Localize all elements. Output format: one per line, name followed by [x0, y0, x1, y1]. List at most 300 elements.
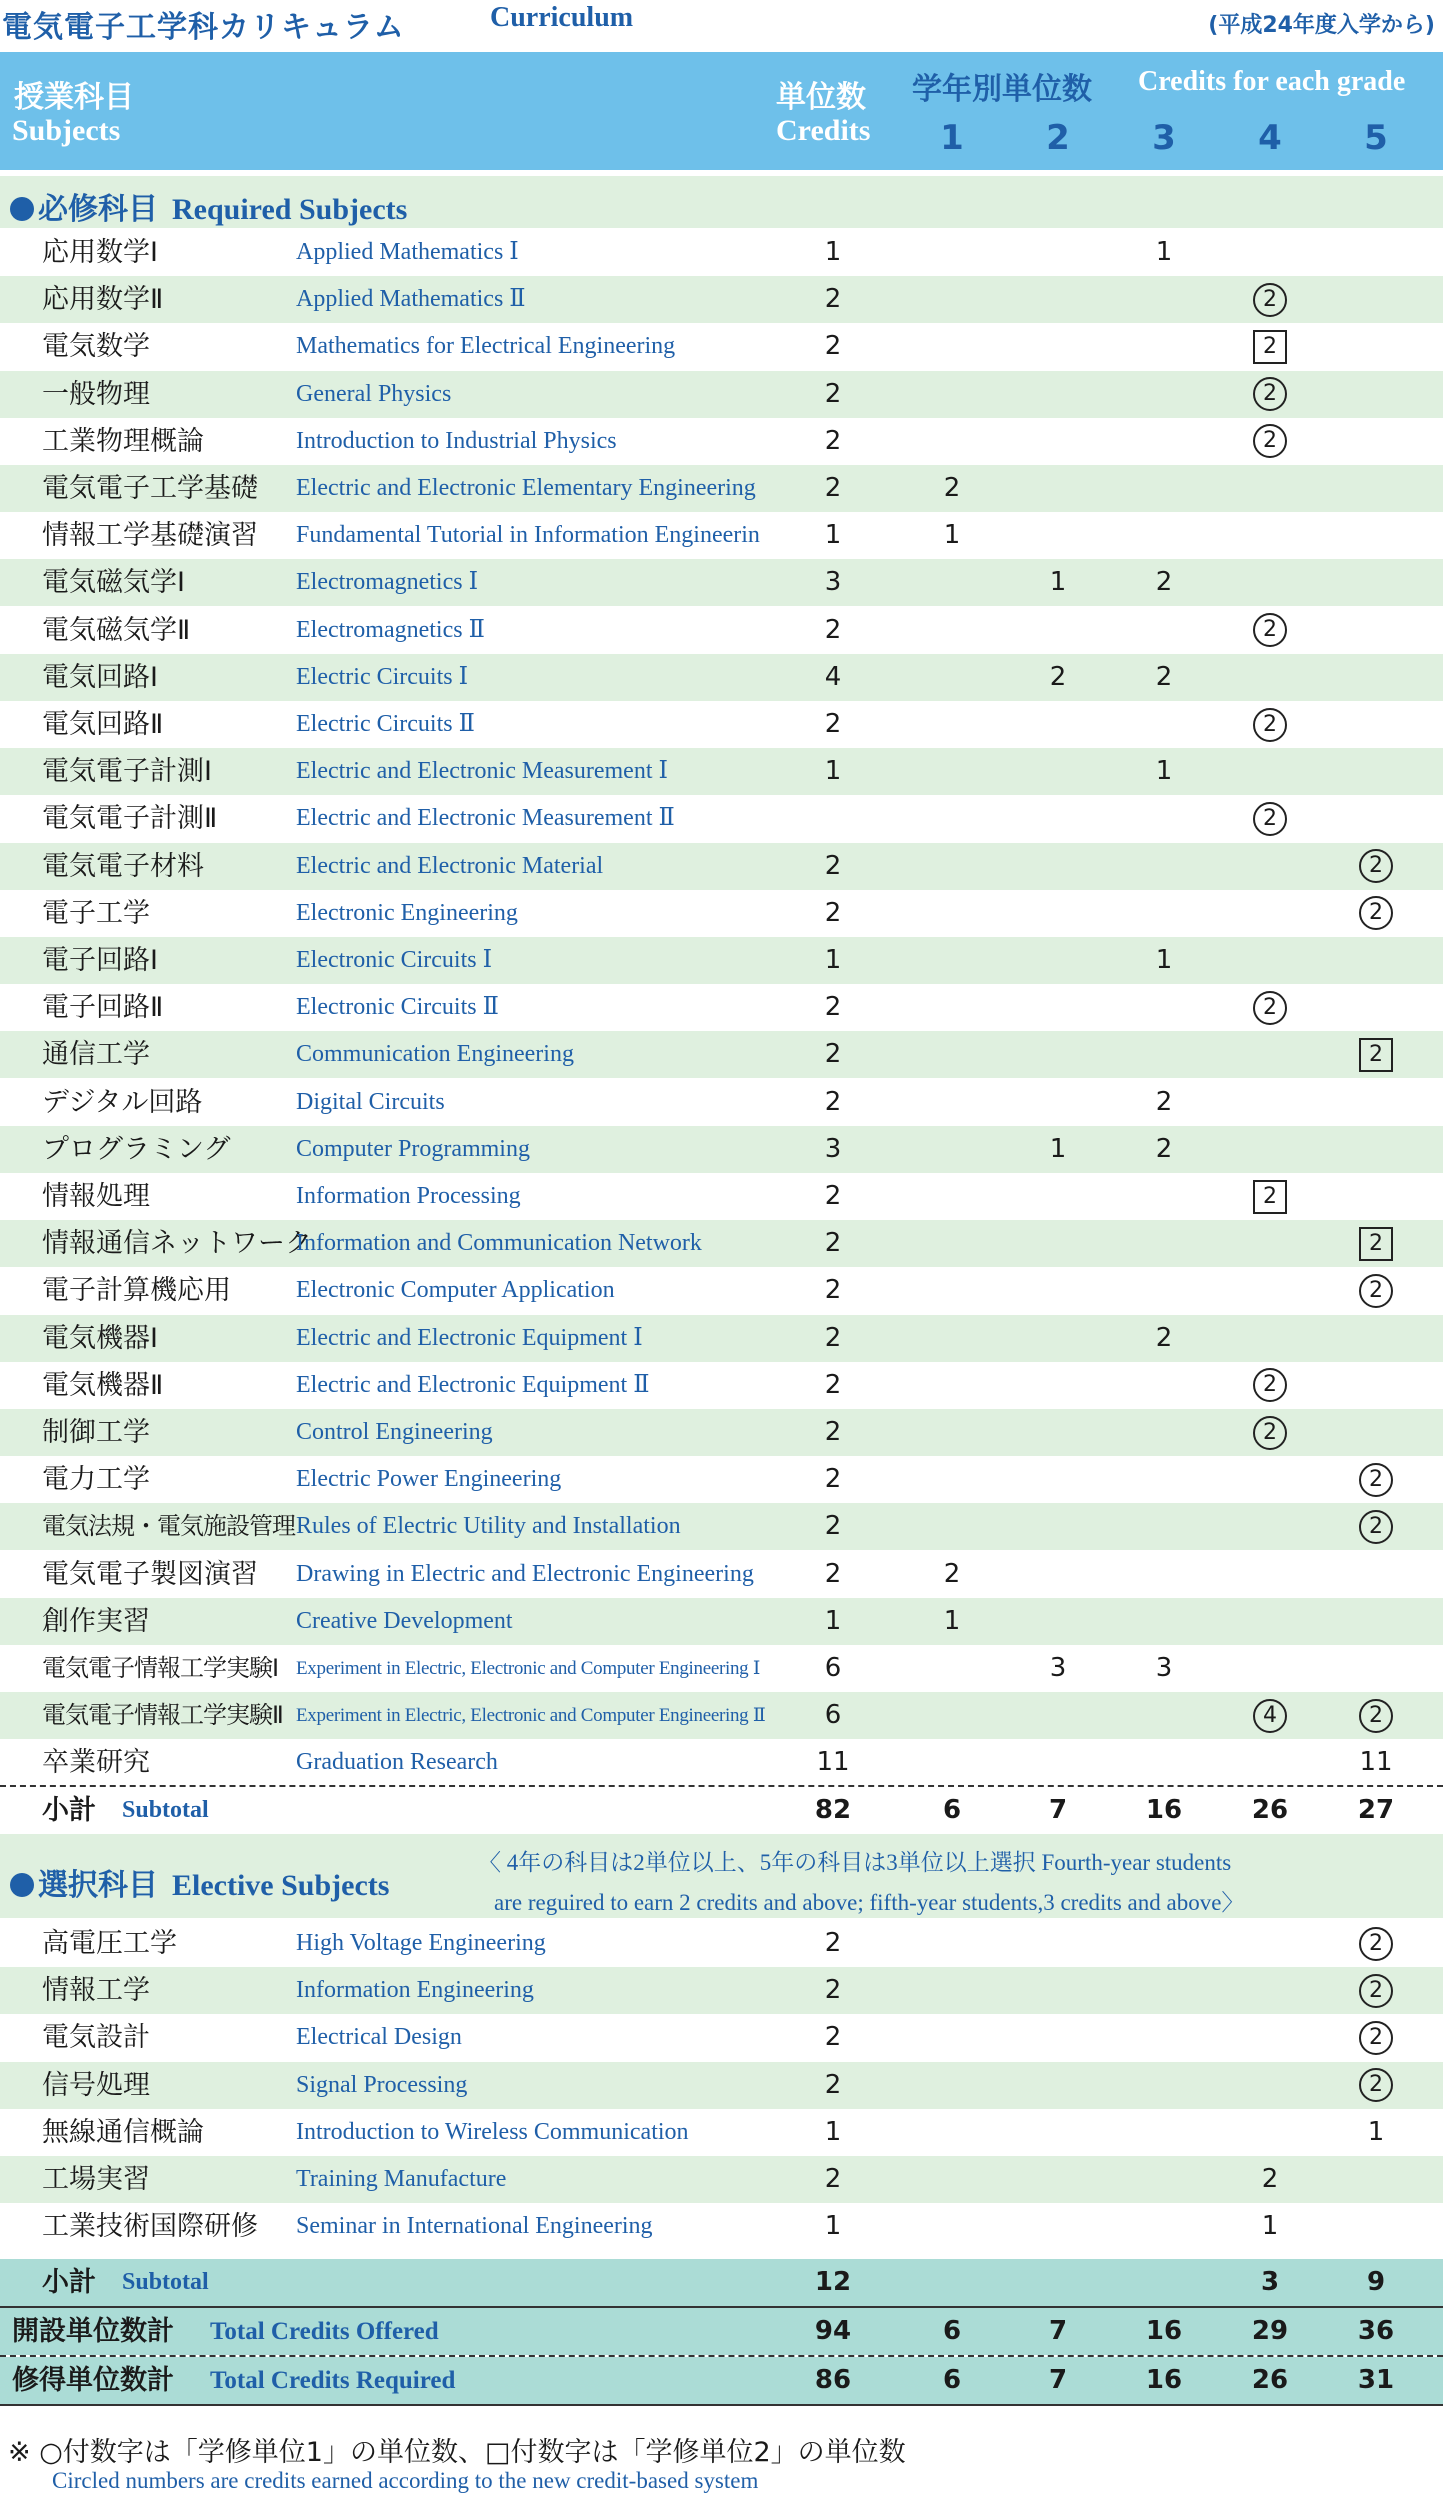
elective-note-line2: are reguired to earn 2 credits and above; fifth-year students,3 credits and above〉	[494, 1890, 1245, 1915]
total-grade-1: 6	[942, 2316, 962, 2346]
subject-name-ja: 電気機器Ⅰ	[42, 1322, 158, 1354]
subject-name-ja: 電子工学	[42, 897, 150, 929]
grade-1-credits	[922, 2156, 982, 2203]
total-grade-5: 36	[1357, 2316, 1395, 2346]
grade-1-credits	[922, 1503, 982, 1550]
required-subtotal-row	[0, 1787, 1443, 1834]
table-row	[0, 1739, 1443, 1786]
credits-value: 11	[816, 1747, 850, 1778]
subject-name-en: Electric and Electronic Equipment Ⅰ	[296, 1324, 643, 1351]
grade-1-credits	[922, 229, 982, 276]
credits-value: 1	[824, 756, 842, 787]
grade-2-credits	[1028, 371, 1088, 418]
grade-2-credits	[1028, 512, 1088, 559]
grade-2-credits	[1028, 748, 1088, 795]
subtotal-grade-4: 26	[1251, 1795, 1289, 1825]
grade-2-credits	[1028, 843, 1088, 890]
subject-name-en: Electronic Engineering	[296, 899, 518, 926]
grade-1-credits	[922, 654, 982, 701]
grade-5-credits	[1346, 371, 1406, 418]
credits-value: 2	[824, 473, 842, 503]
credits-value: 4	[824, 661, 842, 692]
grade-5-credits	[1346, 1220, 1406, 1267]
circled-credit: 2	[1359, 896, 1393, 930]
grade-1-credits	[922, 607, 982, 654]
grade-1-credits	[922, 418, 982, 465]
subject-name-ja: 創作実習	[42, 1605, 150, 1637]
grade-1-credits	[922, 1126, 982, 1173]
grade-5-credits: 1	[1367, 2116, 1385, 2147]
elective-note-line1: 〈 4年の科目は2単位以上、5年の科目は3単位以上選択 Fourth-year students	[478, 1850, 1232, 1875]
subject-name-ja: 電気磁気学Ⅱ	[42, 614, 191, 646]
grade-4-credits	[1240, 1126, 1300, 1173]
boxed-credit: 2	[1253, 1180, 1287, 1214]
subtotal-grade-3: 16	[1145, 1795, 1183, 1825]
subtotal-grade-5: 9	[1366, 2267, 1386, 2297]
page-title-en: Curriculum	[490, 2, 634, 33]
grade-3-credits	[1134, 276, 1194, 323]
grade-5-credits	[1346, 2203, 1406, 2250]
table-row	[0, 795, 1443, 842]
total-required-row	[0, 2357, 1443, 2404]
grade-3-credits	[1134, 1967, 1194, 2014]
grade-3-credits: 2	[1155, 1133, 1173, 1164]
grade-4-credits	[1240, 1409, 1300, 1456]
grade-2-credits	[1028, 1315, 1088, 1362]
circled-credit: 2	[1359, 849, 1393, 883]
grade-2-credits	[1028, 465, 1088, 512]
grade-4-credits	[1240, 1967, 1300, 2014]
table-row	[0, 1315, 1443, 1362]
subject-name-en: Electric Power Engineering	[296, 1466, 562, 1493]
grade-2-credits	[1028, 229, 1088, 276]
credits-value: 2	[824, 425, 842, 456]
circled-credit: 2	[1253, 424, 1287, 458]
subject-name-en: Applied Mathematics Ⅰ	[296, 239, 519, 265]
circled-credit: 2	[1359, 2021, 1393, 2055]
boxed-credit: 2	[1359, 1038, 1393, 1072]
grade-3-credits	[1134, 2109, 1194, 2156]
subject-name-en: Electric and Electronic Measurement Ⅰ	[296, 758, 668, 785]
table-row	[0, 607, 1443, 654]
grade-2-credits	[1028, 984, 1088, 1031]
table-row	[0, 1267, 1443, 1314]
grade-3-credits	[1134, 512, 1194, 559]
table-row	[0, 937, 1443, 984]
grade-1-credits	[922, 1920, 982, 1967]
grade-1-credits	[922, 371, 982, 418]
header-grade-3: 3	[1152, 118, 1176, 158]
total-label-en: Total Credits Offered	[210, 2318, 439, 2345]
subtotal-label-en: Subtotal	[122, 1797, 209, 1823]
credits-value: 2	[824, 1181, 842, 1211]
grade-1-credits	[922, 1362, 982, 1409]
grade-4-credits	[1240, 1551, 1300, 1598]
grade-3-credits	[1134, 1362, 1194, 1409]
grade-1-credits	[922, 323, 982, 370]
header-credits-en: Credits	[776, 114, 871, 147]
grade-5-credits	[1346, 229, 1406, 276]
circled-credit: 2	[1359, 2068, 1393, 2102]
required-section-title: 必修科目 Required Subjects	[10, 184, 407, 228]
grade-3-credits	[1134, 2062, 1194, 2109]
grade-2-credits: 3	[1049, 1653, 1067, 1683]
grade-5-credits	[1346, 607, 1406, 654]
grade-2-credits	[1028, 1173, 1088, 1220]
grade-5-credits	[1346, 512, 1406, 559]
grade-4-credits	[1240, 1692, 1300, 1739]
table-row	[0, 559, 1443, 606]
grade-4-credits	[1240, 465, 1300, 512]
credits-value: 2	[824, 331, 842, 362]
grade-2-credits	[1028, 1920, 1088, 1967]
subject-name-ja: 電子計算機応用	[42, 1275, 231, 1307]
subject-name-en: Signal Processing	[296, 2071, 468, 2098]
grade-3-credits: 2	[1155, 661, 1173, 692]
footnote-ja: ※ ○付数字は「学修単位1」の単位数、□付数字は「学修単位2」の単位数	[8, 2437, 906, 2468]
grade-4-credits	[1240, 607, 1300, 654]
subject-name-en: Experiment in Electric, Electronic and Computer Engineering Ⅱ	[296, 1705, 766, 1727]
grade-3-credits	[1134, 418, 1194, 465]
grade-2-credits: 1	[1049, 567, 1067, 598]
subject-name-en: Rules of Electric Utility and Installation	[296, 1513, 681, 1540]
subject-name-ja: 情報通信ネットワーク	[42, 1228, 312, 1260]
table-row	[0, 984, 1443, 1031]
grade-3-credits	[1134, 2014, 1194, 2061]
subject-name-en: Electromagnetics Ⅱ	[296, 616, 485, 643]
footnote-en: Circled numbers are credits earned according to the new credit-based system	[52, 2468, 759, 2493]
grade-5-credits	[1346, 1920, 1406, 1967]
subtotal-credits: 82	[814, 1795, 852, 1825]
grade-1-credits	[922, 1456, 982, 1503]
table-row	[0, 1551, 1443, 1598]
grade-1-credits	[922, 1967, 982, 2014]
table-row	[0, 2156, 1443, 2203]
table-row	[0, 1126, 1443, 1173]
table-row	[0, 1456, 1443, 1503]
subject-name-en: Control Engineering	[296, 1419, 493, 1445]
grade-5-credits	[1346, 2156, 1406, 2203]
circled-credit: 2	[1359, 1463, 1393, 1497]
grade-3-credits: 1	[1155, 945, 1173, 975]
subject-name-ja: 電気電子製図演習	[42, 1558, 258, 1590]
subject-name-ja: 電気電子工学基礎	[42, 473, 258, 504]
grade-3-credits	[1134, 701, 1194, 748]
subject-name-en: Information Engineering	[296, 1977, 534, 2004]
grade-3-credits: 1	[1155, 756, 1173, 787]
subject-name-ja: 情報工学基礎演習	[42, 520, 258, 552]
circled-credit: 2	[1359, 1274, 1393, 1308]
grade-1-credits	[922, 2062, 982, 2109]
grade-3-credits	[1134, 465, 1194, 512]
table-row	[0, 2014, 1443, 2061]
header-grade-5: 5	[1364, 118, 1388, 158]
grade-5-credits	[1346, 843, 1406, 890]
grade-4-credits: 1	[1261, 2211, 1279, 2242]
subtotal-label-ja: 小計	[42, 1795, 96, 1826]
subject-name-ja: 電気電子材料	[42, 850, 204, 882]
subject-name-en: General Physics	[296, 380, 452, 407]
grade-5-credits	[1346, 323, 1406, 370]
grade-4-credits	[1240, 2109, 1300, 2156]
grade-5-credits	[1346, 1503, 1406, 1550]
subject-name-ja: 電気設計	[42, 2022, 150, 2054]
grade-3-credits	[1134, 1920, 1194, 1967]
grade-3-credits: 2	[1155, 1086, 1173, 1117]
credits-value: 2	[824, 2164, 842, 2194]
grade-3-credits	[1134, 2203, 1194, 2250]
grade-4-credits	[1240, 1031, 1300, 1078]
grade-5-credits	[1346, 795, 1406, 842]
grade-5-credits	[1346, 465, 1406, 512]
grade-4-credits	[1240, 748, 1300, 795]
grade-2-credits	[1028, 276, 1088, 323]
credits-value: 6	[824, 1700, 842, 1731]
subject-name-en: Seminar in International Engineering	[296, 2213, 653, 2240]
subject-name-ja: 通信工学	[42, 1039, 150, 1071]
grade-4-credits	[1240, 559, 1300, 606]
grade-1-credits	[922, 748, 982, 795]
grade-1-credits	[922, 1173, 982, 1220]
header-grade-en: Credits for each grade	[1138, 66, 1406, 97]
subject-name-ja: 電気法規・電気施設管理	[42, 1512, 295, 1541]
table-row	[0, 418, 1443, 465]
circled-credit: 2	[1253, 377, 1287, 411]
table-row	[0, 1409, 1443, 1456]
grade-3-credits	[1134, 1739, 1194, 1786]
grade-3-credits	[1134, 2156, 1194, 2203]
grade-5-credits	[1346, 1315, 1406, 1362]
grade-1-credits	[922, 843, 982, 890]
grade-1-credits	[922, 559, 982, 606]
credits-value: 1	[824, 945, 842, 975]
grade-4-credits: 2	[1261, 2164, 1279, 2194]
grade-2-credits	[1028, 418, 1088, 465]
subject-name-ja: 高電圧工学	[42, 1928, 177, 1959]
grade-4-credits	[1240, 371, 1300, 418]
credits-value: 3	[824, 567, 842, 598]
grade-4-credits	[1240, 843, 1300, 890]
grade-5-credits	[1346, 701, 1406, 748]
circled-credit: 2	[1359, 1699, 1393, 1733]
grade-1-credits	[922, 1079, 982, 1126]
bullet-icon	[10, 1873, 34, 1897]
grade-3-credits: 2	[1155, 1322, 1173, 1353]
credits-value: 2	[824, 2022, 842, 2053]
table-row	[0, 1503, 1443, 1550]
subject-name-ja: プログラミング	[42, 1133, 231, 1165]
subject-name-en: Introduction to Wireless Communication	[296, 2118, 689, 2145]
enrollment-note: (平成24年度入学から)	[1208, 13, 1435, 38]
header-grade-4: 4	[1258, 118, 1282, 158]
subject-name-en: Electromagnetics Ⅰ	[296, 569, 479, 596]
subject-name-en: Drawing in Electric and Electronic Engineering	[296, 1560, 754, 1587]
table-row	[0, 2062, 1443, 2109]
required-section-header	[0, 176, 1443, 228]
credits-value: 2	[824, 1558, 842, 1589]
subject-name-en: Electric and Electronic Equipment Ⅱ	[296, 1371, 650, 1398]
grade-2-credits	[1028, 2156, 1088, 2203]
subject-name-ja: 電気機器Ⅱ	[42, 1369, 164, 1401]
grade-5-credits	[1346, 654, 1406, 701]
total-grade-2: 7	[1048, 2316, 1068, 2346]
grade-3-credits	[1134, 843, 1194, 890]
grade-4-credits	[1240, 795, 1300, 842]
grade-5-credits	[1346, 984, 1406, 1031]
subject-name-ja: 信号処理	[42, 2069, 150, 2101]
credits-value: 2	[824, 1228, 842, 1259]
grade-2-credits	[1028, 323, 1088, 370]
circled-credit: 2	[1253, 613, 1287, 647]
table-row	[0, 1920, 1443, 1967]
grade-4-credits	[1240, 276, 1300, 323]
grade-5-credits	[1346, 276, 1406, 323]
credits-value: 2	[824, 1086, 842, 1117]
header-credits-ja: 単位数	[776, 80, 866, 115]
subject-name-en: Electrical Design	[296, 2024, 462, 2051]
credits-value: 2	[824, 1417, 842, 1447]
credits-value: 2	[824, 1369, 842, 1400]
subject-name-en: Training Manufacture	[296, 2166, 507, 2192]
grade-4-credits	[1240, 2062, 1300, 2109]
subject-name-en: Information and Communication Network	[296, 1230, 702, 1257]
subject-name-en: High Voltage Engineering	[296, 1930, 546, 1956]
table-row	[0, 1220, 1443, 1267]
grade-4-credits	[1240, 1456, 1300, 1503]
grade-4-credits	[1240, 1920, 1300, 1967]
subject-name-ja: 電気電子計測Ⅰ	[42, 756, 212, 788]
circled-credit: 2	[1253, 802, 1287, 836]
grade-2-credits	[1028, 1362, 1088, 1409]
table-row	[0, 701, 1443, 748]
page-title: 電気電子工学科カリキュラム	[2, 10, 405, 45]
grade-5-credits	[1346, 2062, 1406, 2109]
grade-3-credits	[1134, 323, 1194, 370]
grade-4-credits	[1240, 654, 1300, 701]
grade-2-credits: 2	[1049, 661, 1067, 692]
table-row	[0, 465, 1443, 512]
subtotal-grade-4: 3	[1260, 2267, 1280, 2297]
grade-3-credits	[1134, 1220, 1194, 1267]
elective-section-title: 選択科目 Elective Subjects	[10, 1860, 389, 1904]
circled-credit: 2	[1253, 1368, 1287, 1402]
credits-value: 2	[824, 1039, 842, 1070]
table-row	[0, 1598, 1443, 1645]
subject-name-en: Introduction to Industrial Physics	[296, 427, 617, 454]
grade-5-credits	[1346, 2014, 1406, 2061]
table-row	[0, 2109, 1443, 2156]
grade-4-credits	[1240, 1645, 1300, 1692]
credits-value: 2	[824, 897, 842, 928]
bullet-icon	[10, 197, 34, 221]
grade-2-credits	[1028, 2109, 1088, 2156]
subject-name-en: Experiment in Electric, Electronic and Computer Engineering Ⅰ	[296, 1658, 761, 1679]
credits-value: 2	[824, 1511, 842, 1542]
grade-5-credits	[1346, 1362, 1406, 1409]
subject-name-en: Electronic Circuits Ⅱ	[296, 994, 499, 1021]
grade-5-credits	[1346, 1267, 1406, 1314]
grade-2-credits	[1028, 1692, 1088, 1739]
grade-2-credits	[1028, 607, 1088, 654]
grade-1-credits	[922, 701, 982, 748]
grade-3-credits	[1134, 890, 1194, 937]
subject-name-ja: 卒業研究	[42, 1747, 150, 1779]
grade-3-credits	[1134, 1267, 1194, 1314]
subject-name-en: Digital Circuits	[296, 1088, 445, 1115]
elective-section-header	[0, 1834, 1443, 1918]
circled-credit: 2	[1359, 1974, 1393, 2008]
grade-5-credits	[1346, 937, 1406, 984]
subject-name-en: Graduation Research	[296, 1749, 498, 1776]
subtotal-grade-3	[1134, 2259, 1194, 2306]
table-row	[0, 1967, 1443, 2014]
grade-4-credits	[1240, 701, 1300, 748]
table-row	[0, 371, 1443, 418]
grade-1-credits	[922, 1031, 982, 1078]
credits-value: 1	[824, 520, 842, 551]
grade-3-credits	[1134, 1409, 1194, 1456]
grade-5-credits	[1346, 559, 1406, 606]
credits-value: 2	[824, 709, 842, 739]
table-row	[0, 512, 1443, 559]
header-grade-ja: 学年別単位数	[912, 72, 1092, 107]
grade-1-credits	[922, 795, 982, 842]
grade-3-credits	[1134, 1598, 1194, 1645]
credits-value	[808, 795, 858, 842]
circled-credit: 4	[1253, 1699, 1287, 1733]
subtotal-grade-1	[922, 2259, 982, 2306]
subject-name-ja: 電気電子情報工学実験Ⅱ	[42, 1701, 283, 1730]
grade-1-credits	[922, 1645, 982, 1692]
grade-2-credits	[1028, 1031, 1088, 1078]
credits-value: 2	[824, 614, 842, 645]
grade-3-credits	[1134, 1031, 1194, 1078]
subject-name-ja: デジタル回路	[42, 1086, 203, 1118]
grade-4-credits	[1240, 418, 1300, 465]
subject-name-ja: 電力工学	[42, 1464, 150, 1496]
total-grade-2: 7	[1048, 2365, 1068, 2395]
grade-5-credits	[1346, 1079, 1406, 1126]
grade-1-credits	[922, 890, 982, 937]
subtotal-grade-2: 7	[1048, 1795, 1068, 1825]
subtotal-label-en: Subtotal	[122, 2269, 209, 2295]
boxed-credit: 2	[1359, 1227, 1393, 1261]
grade-5-credits	[1346, 1598, 1406, 1645]
subject-name-ja: 電気磁気学Ⅰ	[42, 567, 185, 599]
grade-4-credits	[1240, 1173, 1300, 1220]
total-offered-row	[0, 2308, 1443, 2355]
grade-1-credits	[922, 1315, 982, 1362]
grade-2-credits	[1028, 1409, 1088, 1456]
grade-5-credits	[1346, 418, 1406, 465]
credits-value: 1	[824, 2116, 842, 2147]
grade-3-credits	[1134, 371, 1194, 418]
total-grade-4: 29	[1251, 2316, 1289, 2346]
table-row	[0, 1645, 1443, 1692]
grade-1-credits	[922, 1739, 982, 1786]
subject-name-ja: 応用数学Ⅱ	[42, 284, 164, 316]
subject-name-ja: 応用数学Ⅰ	[42, 237, 158, 268]
subject-name-ja: 制御工学	[42, 1417, 150, 1448]
table-row	[0, 2203, 1443, 2250]
grade-3-credits	[1134, 1503, 1194, 1550]
subject-name-en: Creative Development	[296, 1607, 513, 1634]
grade-4-credits	[1240, 1362, 1300, 1409]
grade-2-credits	[1028, 937, 1088, 984]
subject-name-ja: 無線通信概論	[42, 2116, 204, 2148]
divider-solid	[0, 2404, 1443, 2406]
table-row	[0, 654, 1443, 701]
